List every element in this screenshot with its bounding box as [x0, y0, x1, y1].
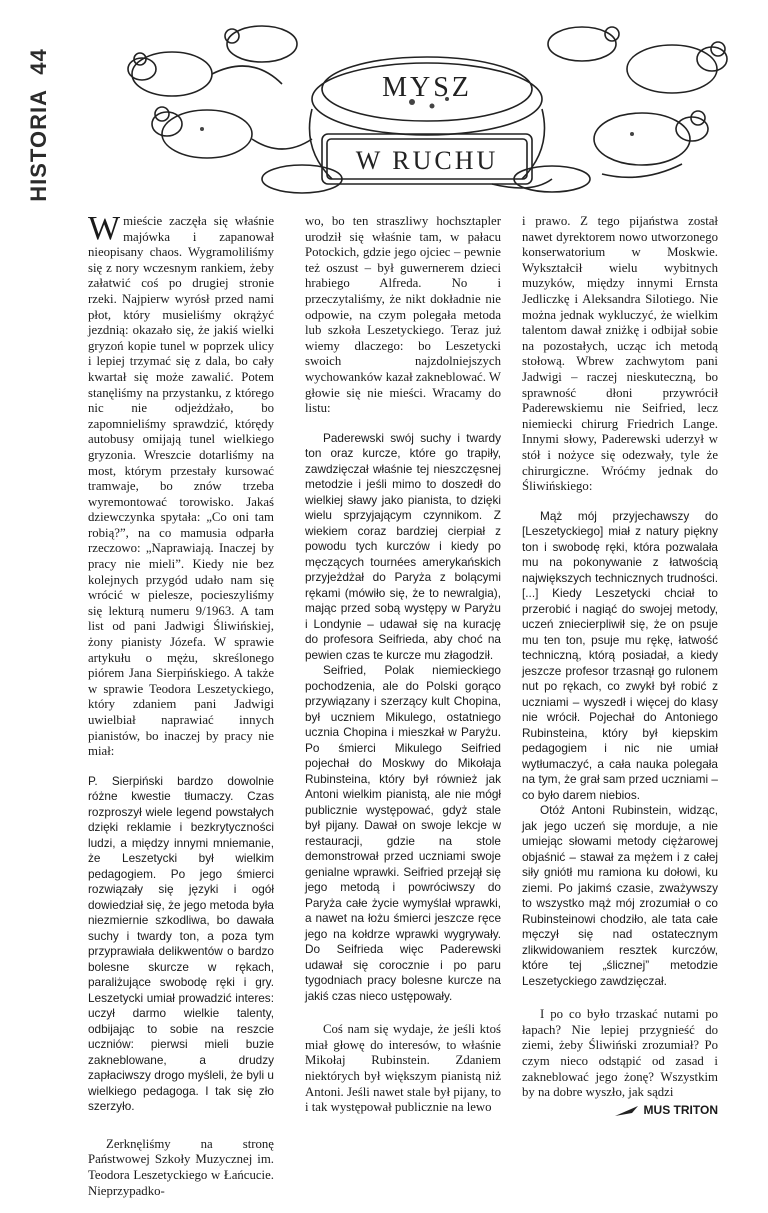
- page-number: 44: [25, 48, 51, 75]
- page-sidebar: [0, 0, 70, 994]
- article-column-3: [522, 214, 718, 1118]
- paragraph: Zerknęliśmy na stronę Państwowej Szkoły Muzycznej im. Teodora Leszetyckiego w Łańcucie. Nieprzypadko-: [88, 1136, 274, 1198]
- paragraph-text: mieście zaczęła się właśnie majówka i zapanował nieopisany chaos. Wygramoliliśmy się z nory wczesnym rankiem, żeby załatwić coś po drugiej stronie rzeki. Najpierw wyrósł przed nami płot, który musieliśmy okrążyć jezdnią: okazało się, że jakiś wielki gryzoń kopie tunel w poprzek ulicy i lepiej trzymać się z dala, bo cały kwartał się może zawalić. Potem stanęliśmy na przystanku, z którego nic nie odjeżdżało, bo zapomnieliśmy sprawdzić, którędy autobusy omijają tunel wielkiego gryzonia. Wreszcie dotarliśmy na most, którym przestały kursować tramwaje, bo znów trzeba wyremontować torowisko. Jakaś dziewczynka spytała: „Co oni tam robią?”, na co mamusia odparła rzeczowo: „Naprawiają. Inaczej by pracy nie mieli”. Kiedy nie bez kolejnych przygód udało nam się wrócić w pielesze, pocieszyliśmy się lekturą numeru 9/1963. A tam list od pani Jadwigi Śliwińskiej, żony pianisty Józefa. W sprawie artykułu o mężu, skreślonego piórem Jana Sierpińskiego. A także w sprawie Teodora Leszetyckiego, który zdaniem pani Jadwigi uwielbiał naprawiać innych pianistów, bo inaczej by pracy nie miał:: [88, 214, 274, 759]
- article-column-2: [305, 214, 501, 1130]
- signature: [522, 1103, 718, 1119]
- paragraph: i prawo. Z tego pijaństwa został nawet dyrektorem nowo utworzonego konserwatorium w Moskwie. Wykształcił wielu wybitnych muzyków, między innymi Ernsta Jedliczkę i Aleksandra Silotiego. Nie można jednak wykluczyć, że wielkim talentom dawał zniżkę i odbijał sobie na pozostałych, ucząc ich metodą stołową. Wbrew zachwytom pani Jadwigi – raczej nieskuteczną, bo sprawność dłoni przywrócił Paderewskiemu nie Seifried, lecz niemiecki chirurg Friedrich Lange. Innymi słowy, Paderewski uderzył w stół i nożyce się odezwały, tyle że chirurgiczne. Wróćmy jednak do Śliwińskiego:: [522, 214, 718, 494]
- quote-paragraph: Seifried, Polak niemieckiego pochodzenia, ale do Polski gorąco przywiązany i szerzący kult Chopina, był uczniem Mikulego, ostatniego ucznia Chopina i mieszkał w Paryżu. Po śmierci Mikulego Seifried pojechał do Moskwy do Mikołaja Rubinsteina, który był również jak Antoni wielkim pianistą, ale nie mógł publicznie występować, gdyż stale był pijany. Dawał on swoje lekcje w restauracji, gdzie na stole demonstrował przed uczniami swoje genialne wprawki. Seifried przejął się jego metodą i powróciwszy do Paryża całe życie wymyślał wprawki, a nawet na łożu śmierci jeszcze ręce jego na kołdrze wprawki wygrywały. Do Seifrieda więc Paderewski udawał się corocznie i po paru tygodniach pracy bolesne kurcze na jakiś czas nieco ustępowały.: [305, 663, 501, 1003]
- article-column-1: [88, 210, 274, 1213]
- section-name: HISTORIA: [25, 89, 51, 202]
- quote-paragraph: Otóż Antoni Rubinstein, widząc, jak jego uczeń się morduje, a nie umiejąc słowami metody ciężarowej objaśnić – stawał za mężem i z całej siły gniótł mu ramiona ku dołowi, ku ziemi. Po jakimś czasie, zważywszy to wszystko mąż mój zrozumiał o co Rubinsteinowi chodziło, ale tata całe męczył się nad ostatecznym zlikwidowaniem resztek kurczów, które tej „ślicznej” metodzie Leszetyckiego zawdzięczał.: [522, 803, 718, 988]
- drop-cap: W: [88, 210, 121, 247]
- paragraph: Coś nam się wydaje, że jeśli ktoś miał głowę do interesów, to właśnie Mikołaj Rubinstein. Zdaniem niektórych był większym pianistą niż Antoni. Jeśli nawet stale był pijany, to i tak występował publicznie na lewo: [305, 1022, 501, 1115]
- mice-illustration: [112, 14, 742, 200]
- quill-icon: [614, 1105, 640, 1117]
- paragraph: wo, bo ten straszliwy hochsztapler urodził się właśnie tam, w pałacu Potockich, gdzie jego ojciec – pewnie też oszust – był guwernerem dzieci hrabiego Alfreda. No i przeczytaliśmy, że nikt dokładnie nie odpowie, na czym polegała metoda lub szkoła Leszetyckiego. Teraz już wiemy dlaczego: bo Leszetycki swoich najzdolniejszych wychowanków kazał zakneblować. W głowie się nie mieści. Wracamy do listu:: [305, 214, 501, 416]
- author-name: MUS TRITON: [643, 1102, 718, 1117]
- quote-paragraph: Paderewski swój suchy i twardy ton oraz kurcze, które go trapiły, zawdzięczał właśnie tej nieszczęsnej metodzie i jeśli mimo to doszedł do wielkiej sławy jako pianista, to dzięki wielu sprzyjającym czynnikom. Z wiekiem coraz bardziej cierpiał z powodu tych kurczów i kiedy po męczących tournées amerykańskich przyjeżdżał do Paryża z bolącymi rękami (mówiło się, że to newralgia), mając przed sobą występy w Paryżu i Londynie – udawał się na kurację do profesora Seifrieda, aby choć na pewien czas te kurcze mu złagodził.: [305, 430, 501, 662]
- intro-paragraph: [88, 210, 274, 760]
- paragraph: I po co było trzaskać nutami po łapach? Nie lepiej przygnieść do ziemi, żeby Śliwiński zrozumiał? Po czym nieco odstąpić od zasad i zakneblować jego żonę? Wszystkim by na dobre wyszło, jak sądzi: [522, 1007, 718, 1100]
- quote-paragraph: P. Sierpiński bardzo dowolnie różne kwestie tłumaczy. Czas rozproszył wiele legend powstałych dzięki reklamie i bezkrytyczności ludzi, a między innymi mniemanie, że Leszetycki był wielkim pedagogiem. Po jego śmierci rozwiązały się języki i ogół dowiedział się, że jego metoda była niezmiernie szkodliwa, bo dawała suchy i twardy ton, a poza tym przyprawiała delikwentów o bardzo bolesne skurcze w rękach, paraliżujące swobodę ręki i gry. Leszetycki umiał prowadzić interes: uczył darmo wielkie talenty, odbijając to sobie na reszcie uczniów: pierwsi mieli buzie zakneblowane, a drudzy zapłaciwszy drogo myśleli, że byli u wielkiego pedagoga. I tak się zło szerzyło.: [88, 773, 274, 1114]
- section-label: [26, 48, 52, 202]
- title-line-1: MYSZ: [382, 72, 472, 103]
- title-line-2: W RUCHU: [355, 146, 499, 175]
- quote-paragraph: Mąż mój przyjechawszy do [Leszetyckiego] miał z natury piękny ton i swobodę ręki, która pozwalała mu na pokonywanie z łatwością największych technicznych trudności. [...] Kiedy Leszetycki chciał to przerobić i nagiąć do swojej metody, uczeń zniecierpliwił się, że on psuje mu ten ton, psuje mu rękę, łatwość techniczną, którą posiadał, a kiedy jeszcze profesor trzasnął go rulonem nut po rękach, co zwykł był robić z uczniami – wyszedł i więcej do klasy nie wrócił. Pojechał do Antoniego Rubinsteina, który był kiepskim pedagogiem i nic nie umiał wytłumaczyć, a cała nauka polegała na tym, że grał sam przed uczniami – co było darem niebios.: [522, 508, 718, 802]
